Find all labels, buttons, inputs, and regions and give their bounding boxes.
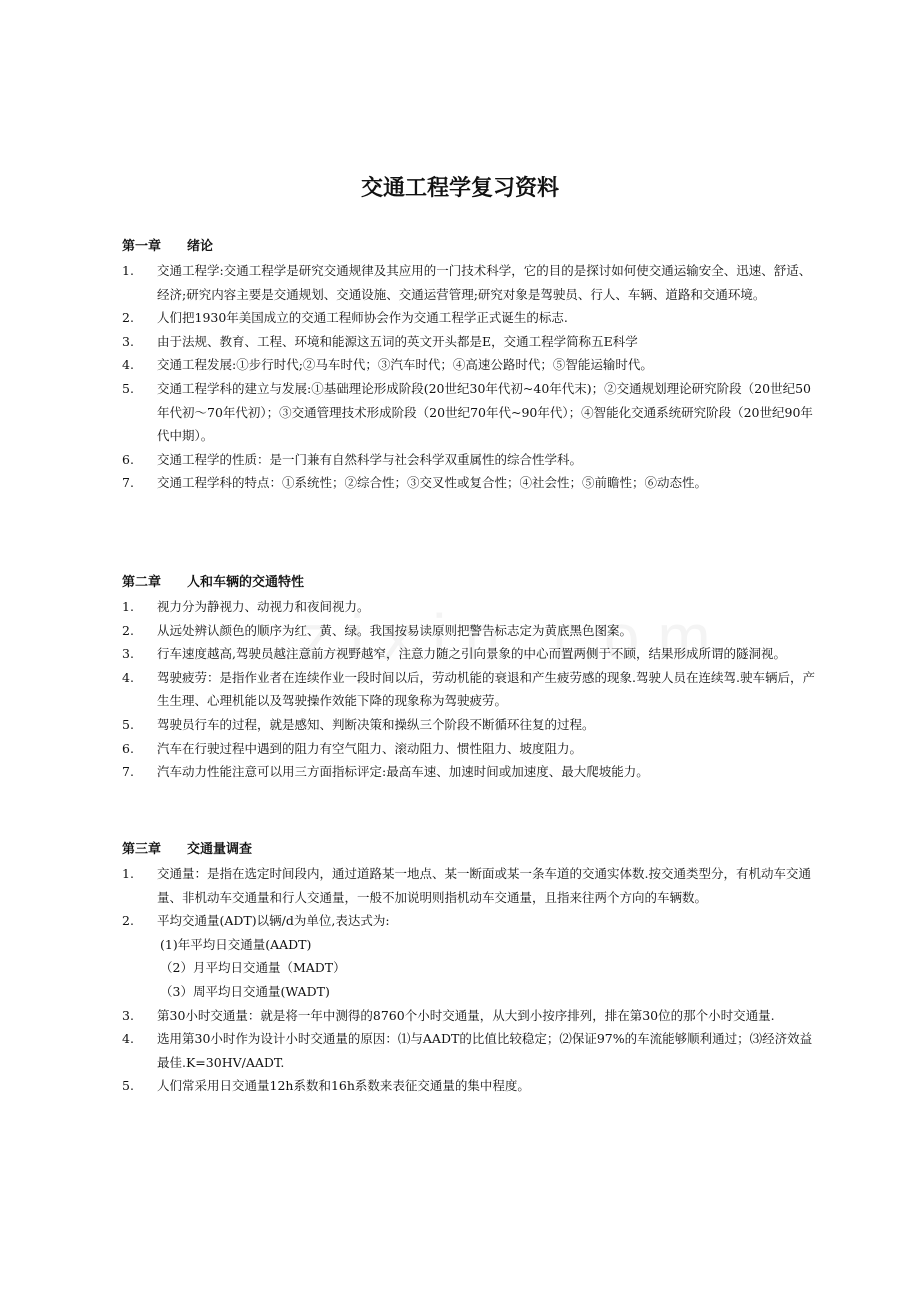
item-number: 5. [122, 716, 134, 732]
list-item [122, 760, 822, 784]
chapter-label: 第一章 [122, 239, 162, 254]
item-text: 从远处辨认颜色的顺序为红、黄、绿。我国按易读原则把警告标志定为黄底黑色图案。 [157, 622, 633, 638]
list-item [122, 330, 822, 354]
item-number: 7. [122, 475, 134, 491]
list-item [122, 595, 822, 619]
item-text: 视力分为静视力、动视力和夜间视力。 [157, 599, 370, 614]
item-text: 交通工程学科的建立与发展:①基础理论形成阶段(20世纪30年代初~40年代末)；②交通规划理论研究阶段（20世纪50年代初～70年代初）；③交通管理技术形成阶段（20世纪70年代~90年代）；④智能化交通系统研究阶段（20世纪90年代中期）。 [157, 380, 813, 444]
list-item [122, 306, 822, 330]
item-number: 4. [122, 1031, 134, 1047]
page-title: 交通工程学复习资料 [360, 176, 559, 201]
item-number: 5. [122, 380, 134, 396]
item-number: 5. [122, 1078, 134, 1094]
chapter-1 [122, 235, 822, 495]
list-item [122, 377, 822, 448]
item-number: 3. [122, 1007, 134, 1023]
list-item [122, 448, 822, 472]
item-text: 交通工程学:交通工程学是研究交通规律及其应用的一门技术科学，它的目的是探讨如何使交通运输安全、迅速、舒适、经济;研究内容主要是交通规划、交通设施、交通运营管理;研究对象是驾驶员、行人、车辆、道路和交通环境。 [157, 263, 812, 302]
sub-item: （3）周平均日交通量(WADT) [160, 983, 330, 999]
list-item [122, 862, 822, 909]
chapter-name: 交通量调查 [187, 842, 253, 857]
item-text: 行车速度越高,驾驶员越注意前方视野越窄，注意力随之引向景象的中心而置两侧于不顾，结果形成所谓的隧洞视。 [157, 646, 786, 662]
item-text: 第30小时交通量：就是将一年中测得的8760个小时交通量，从大到小按序排列，排在第30位的那个小时交通量. [157, 1007, 775, 1023]
item-number: 7. [122, 764, 134, 780]
list-item [122, 259, 822, 306]
item-number: 1. [122, 599, 134, 614]
item-number: 3. [122, 646, 134, 662]
sub-item: (1)年平均日交通量(AADT) [160, 936, 312, 952]
item-text: 驾驶疲劳：是指作业者在连续作业一段时间以后，劳动机能的衰退和产生疲劳感的现象.驾驶人员在连续驾.驶车辆后，产生生理、心理机能以及驾驶操作效能下降的现象称为驾驶疲劳。 [157, 669, 815, 709]
item-text: 选用第30小时作为设计小时交通量的原因：⑴与AADT的比值比较稳定；⑵保证97%的车流能够顺利通过；⑶经济效益最佳.K=30HV/AADT. [157, 1031, 813, 1070]
chapter-name: 人和车辆的交通特性 [187, 575, 305, 590]
item-text: 交通工程学科的特点：①系统性；②综合性；③交叉性或复合性；④社会性；⑤前瞻性；⑥动态性。 [157, 475, 708, 491]
chapter-name: 绪论 [187, 239, 214, 254]
list-item [122, 909, 822, 933]
item-number: 2. [122, 913, 134, 929]
item-text: 交通工程发展:①步行时代;②马车时代；③汽车时代；④高速公路时代；⑤智能运输时代。 [157, 357, 653, 373]
item-text: 人们常采用日交通量12h系数和16h系数来表征交通量的集中程度。 [157, 1078, 530, 1094]
chapter-label: 第二章 [122, 575, 162, 590]
chapter-heading [122, 571, 822, 595]
item-number: 2. [122, 622, 134, 638]
chapter-heading [122, 235, 822, 259]
list-item [122, 353, 822, 377]
chapter-label: 第三章 [122, 842, 162, 857]
list-item [122, 713, 822, 737]
item-text: 人们把1930年美国成立的交通工程师协会作为交通工程学正式诞生的标志. [157, 310, 568, 326]
list-item [122, 642, 822, 666]
item-number: 1. [122, 866, 134, 881]
item-text: 由于法规、教育、工程、环境和能源这五词的英文开头都是E，交通工程学简称五E科学 [157, 333, 638, 349]
item-text: 汽车在行驶过程中遇到的阻力有空气阻力、滚动阻力、惯性阻力、坡度阻力。 [157, 740, 583, 756]
chapter-3 [122, 838, 822, 1098]
item-number: 6. [122, 451, 134, 467]
list-item [122, 1004, 822, 1028]
list-item [122, 619, 822, 643]
item-text: 交通量：是指在选定时间段内，通过道路某一地点、某一断面或某一条车道的交通实体数.按交通类型分，有机动车交通量、非机动车交通量和行人交通量，一般不加说明则指机动车交通量，且指来往两个方向的车辆数。 [157, 866, 811, 905]
list-item [122, 471, 822, 495]
item-text: 交通工程学的性质：是一门兼有自然科学与社会科学双重属性的综合性学科。 [157, 451, 583, 467]
item-number: 4. [122, 357, 134, 373]
list-item [122, 1027, 822, 1074]
item-text: 平均交通量(ADT)以辆/d为单位,表达式为: [157, 913, 390, 929]
chapter-heading [122, 838, 822, 862]
item-number: 3. [122, 333, 134, 349]
list-item [122, 666, 822, 713]
item-text: 汽车动力性能注意可以用三方面指标评定:最高车速、加速时间或加速度、最大爬坡能力。 [157, 764, 649, 780]
sub-item: （2）月平均日交通量（MADT） [160, 960, 346, 976]
chapter-2 [122, 571, 822, 784]
list-item [122, 1074, 822, 1098]
item-number: 1. [122, 263, 134, 278]
item-number: 6. [122, 740, 134, 756]
item-number: 4. [122, 669, 134, 685]
list-item [122, 737, 822, 761]
item-number: 2. [122, 310, 134, 326]
item-text: 驾驶员行车的过程，就是感知、判断决策和操纵三个阶段不断循环往复的过程。 [157, 716, 595, 732]
